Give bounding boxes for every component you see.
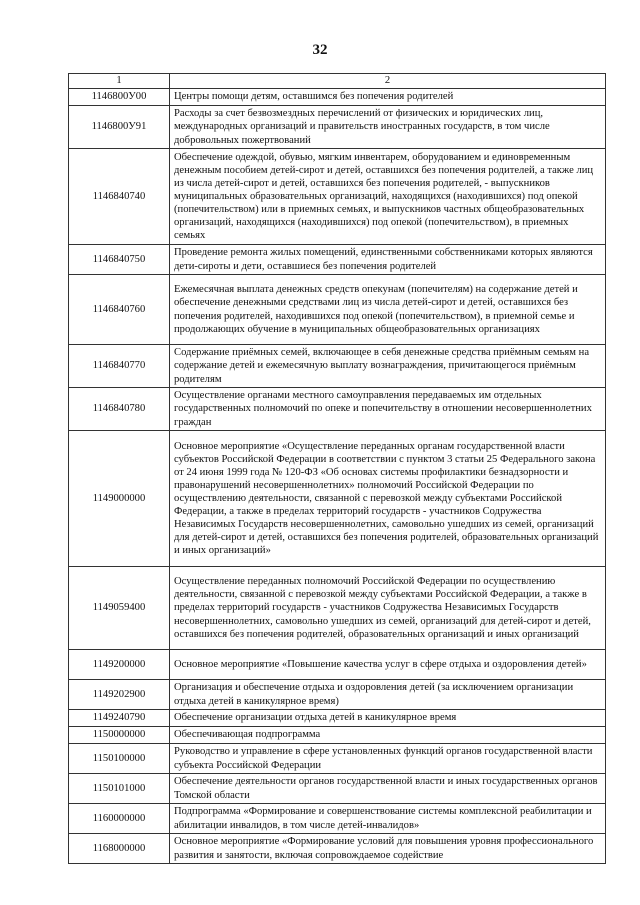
row-code: 1149202900 [69, 680, 170, 710]
row-code: 1149200000 [69, 650, 170, 680]
table-header-row [69, 74, 606, 89]
row-code: 1150100000 [69, 744, 170, 774]
budget-codes-table [68, 73, 606, 864]
column-header-code: 1 [69, 74, 170, 89]
page-number: 32 [312, 42, 328, 58]
table-row [69, 804, 606, 834]
table-row [69, 431, 606, 567]
row-description: Руководство и управление в сфере установленных функций органов государственной власти субъекта Российской Федерации [170, 744, 606, 774]
row-description: Обеспечение организации отдыха детей в каникулярное время [170, 710, 606, 727]
row-code: 1146800У00 [69, 89, 170, 106]
table-row [69, 834, 606, 864]
table-row [69, 275, 606, 345]
row-description: Основное мероприятие «Повышение качества услуг в сфере отдыха и оздоровления детей» [170, 650, 606, 680]
row-code: 1146840740 [69, 149, 170, 245]
row-description: Основное мероприятие «Осуществление переданных органам государственной власти субъектов Российской Федерации в соответствии с пунктом 3 статьи 25 Федерального закона от 24 июня 1999 года № 120-ФЗ «Об основах системы профилактики безнадзорности и правонарушений несовершеннолетних» полномочий Российской Федерации по осуществлению деятельности, связанной с перевозкой между субъектами Российской Федерации, а также в пределах территорий государств - участников Содружества Независимых Государств несовершеннолетних, самовольно ушедших из семей, организаций для детей-сирот и детей, оставшихся без попечения родителей, образовательных организаций и иных организаций» [170, 431, 606, 567]
row-description: Обеспечение одеждой, обувью, мягким инвентарем, оборудованием и единовременным денежным пособием детей-сирот и детей, оставшихся без попечения родителей, а также лиц из числа детей-сирот и детей, оставшихся без попечения родителей, - выпускников муниципальных образовательных организаций, находящихся (находившихся) под опекой (попечительством) или в приемных семьях, и выпускников частных общеобразовательных организаций, находящихся (находившихся) под опекой (попечительством), в приемных семьях [170, 149, 606, 245]
row-code: 1149000000 [69, 431, 170, 567]
row-code: 1160000000 [69, 804, 170, 834]
row-description: Расходы за счет безвозмездных перечислений от физических и юридических лиц, международных организаций и правительств иностранных государств, в том числе добровольных пожертвований [170, 106, 606, 149]
row-code: 1150000000 [69, 727, 170, 744]
table-row [69, 388, 606, 431]
column-header-description: 2 [170, 74, 606, 89]
row-code: 1149240790 [69, 710, 170, 727]
table-row [69, 744, 606, 774]
row-code: 1146840760 [69, 275, 170, 345]
row-description: Осуществление переданных полномочий Российской Федерации по осуществлению деятельности, связанной с перевозкой между субъектами Российской Федерации, а также в пределах территорий государств - участников Содружества Независимых Государств несовершеннолетних, самовольно ушедших из семей, организаций для детей-сирот и детей, оставшихся без попечения родителей, образовательных организаций и иных организаций [170, 567, 606, 650]
table-row [69, 567, 606, 650]
table-row [69, 345, 606, 388]
row-description: Обеспечивающая подпрограмма [170, 727, 606, 744]
table-row [69, 774, 606, 804]
row-code: 1146840770 [69, 345, 170, 388]
row-code: 1146800У91 [69, 106, 170, 149]
row-description: Организация и обеспечение отдыха и оздоровления детей (за исключением организации отдыха детей в каникулярное время) [170, 680, 606, 710]
row-description: Центры помощи детям, оставшимся без попечения родителей [170, 89, 606, 106]
table-row [69, 89, 606, 106]
row-code: 1149059400 [69, 567, 170, 650]
row-description: Проведение ремонта жилых помещений, единственными собственниками которых являются дети-сироты и дети, оставшиеся без попечения родителей [170, 245, 606, 275]
table-row [69, 650, 606, 680]
row-code: 1168000000 [69, 834, 170, 864]
row-code: 1146840750 [69, 245, 170, 275]
row-description: Ежемесячная выплата денежных средств опекунам (попечителям) на содержание детей и обеспечение денежными средствами лиц из числа детей-сирот и детей, оставшихся без попечения родителей, находившихся под опекой (попечительством), в приемной семье и продолжающих обучение в муниципальных общеобразовательных организациях [170, 275, 606, 345]
row-description: Содержание приёмных семей, включающее в себя денежные средства приёмным семьям на содержание детей и ежемесячную выплату вознаграждения, причитающегося приёмным родителям [170, 345, 606, 388]
row-code: 1146840780 [69, 388, 170, 431]
row-description: Основное мероприятие «Формирование условий для повышения уровня профессионального развития и занятости, включая сопровождаемое содействие [170, 834, 606, 864]
table-row [69, 149, 606, 245]
row-description: Осуществление органами местного самоуправления передаваемых им отдельных государственных полномочий по опеке и попечительству в отношении несовершеннолетних граждан [170, 388, 606, 431]
table-row [69, 710, 606, 727]
table-row [69, 680, 606, 710]
row-description: Обеспечение деятельности органов государственной власти и иных государственных органов Томской области [170, 774, 606, 804]
table-row [69, 106, 606, 149]
row-code: 1150101000 [69, 774, 170, 804]
row-description: Подпрограмма «Формирование и совершенствование системы комплексной реабилитации и абилитации инвалидов, в том числе детей-инвалидов» [170, 804, 606, 834]
table-row [69, 245, 606, 275]
table-row [69, 727, 606, 744]
